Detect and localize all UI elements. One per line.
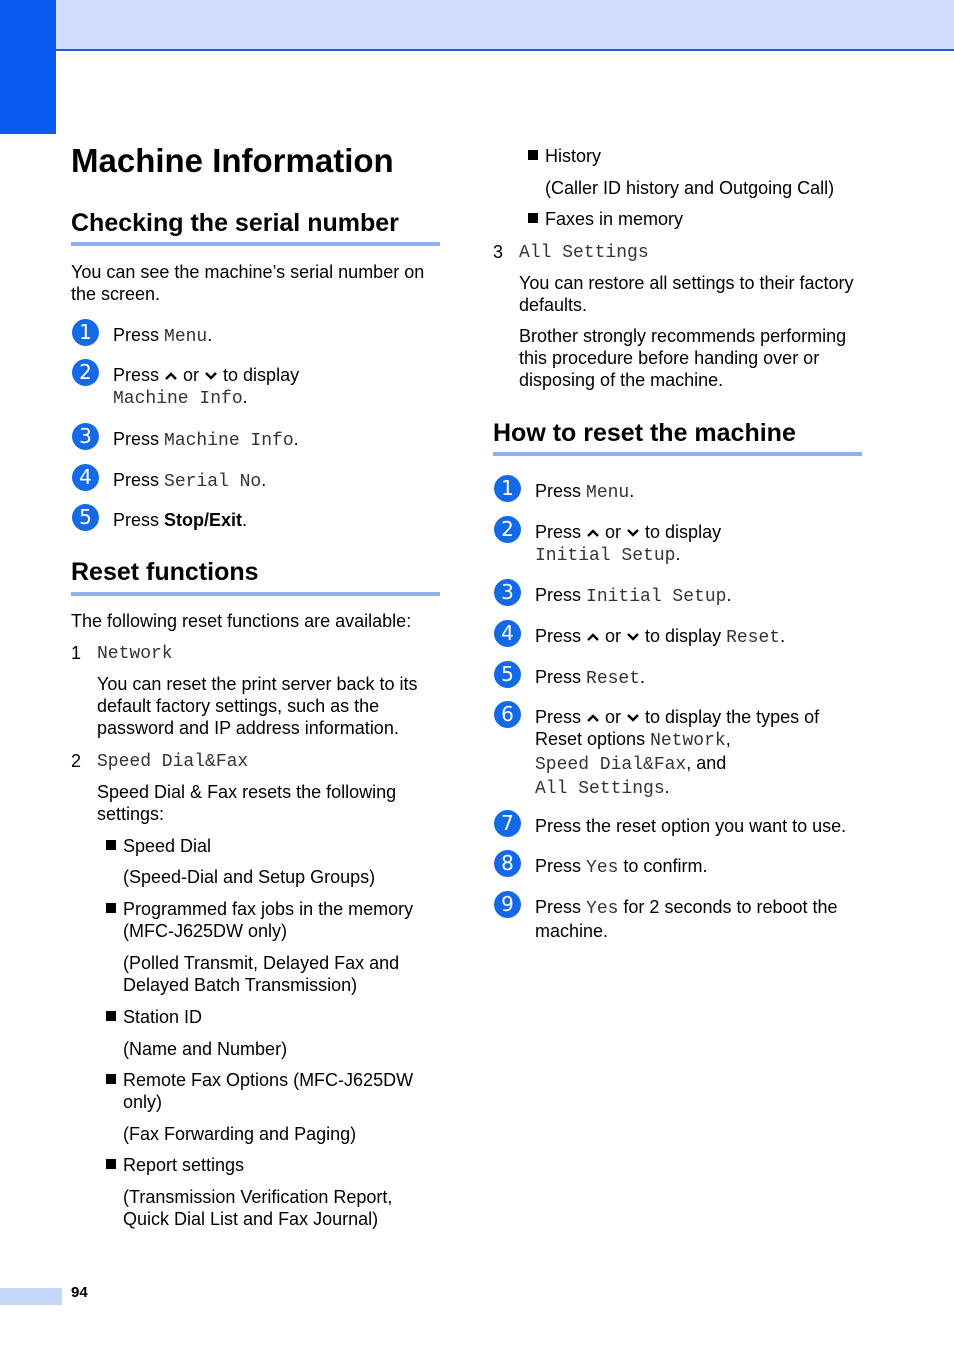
step-number-badge: 6 [494,701,521,728]
step-number-badge: 8 [494,850,521,877]
item-desc-all-settings-note: Brother strongly recommends performing this procedure before handing over or disposing of the machine. [519,326,847,390]
reset-intro: The following reset functions are available: [71,611,412,631]
down-arrow-icon [204,371,218,381]
item-code-speed-dial-fax: Speed Dial&Fax [97,752,249,772]
bullet-programmed-fax-sub: (Polled Transmit, Delayed Fax and Delayed Batch Transmission) [123,953,400,995]
bullet-faxes-in-memory: Faxes in memory [545,209,684,229]
step-number-badge: 4 [494,620,521,647]
howto-step-7: Press the reset option you want to use. [535,816,847,836]
bullet-speed-dial-sub: (Speed-Dial and Setup Groups) [123,867,376,887]
bullet-report-settings: Report settings [123,1155,245,1175]
up-arrow-icon [164,371,178,381]
bullet-station-id-sub: (Name and Number) [123,1039,288,1059]
footer-tab [0,1288,62,1305]
header-band [0,0,954,51]
step-number-badge: 1 [494,475,521,502]
up-arrow-icon [586,713,600,723]
bullet-remote-fax-sub: (Fax Forwarding and Paging) [123,1124,357,1144]
howto-heading: How to reset the machine [493,419,796,447]
serial-step-3: Press Machine Info. [113,429,299,451]
bullet-speed-dial: Speed Dial [123,836,212,856]
howto-step-4: Press or to display Reset. [535,626,786,648]
howto-step-2: Press or to display Initial Setup. [535,522,722,566]
bullet-report-settings-sub: (Transmission Verification Report, Quick Dial List and Fax Journal) [123,1187,393,1229]
page-title: Machine Information [71,142,394,179]
howto-heading-rule [493,452,862,456]
item-number: 3 [493,242,504,262]
bullet-remote-fax: Remote Fax Options (MFC-J625DW only) [123,1070,414,1112]
howto-step-1: Press Menu. [535,481,635,503]
serial-heading-rule [71,242,440,246]
bullet-icon [106,1074,116,1084]
up-arrow-icon [586,528,600,538]
step-number-badge: 2 [494,516,521,543]
step-number-badge: 3 [494,579,521,606]
up-arrow-icon [586,632,600,642]
bullet-station-id: Station ID [123,1007,203,1027]
howto-step-8: Press Yes to confirm. [535,856,708,878]
bullet-icon [106,840,116,850]
step-number-badge: 1 [72,319,99,346]
serial-step-4: Press Serial No. [113,470,267,492]
howto-step-9: Press Yes for 2 seconds to reboot the machine. [535,897,838,941]
bullet-icon [106,903,116,913]
step-number-badge: 2 [72,359,99,386]
step-number-badge: 3 [72,423,99,450]
down-arrow-icon [626,632,640,642]
item-number: 1 [71,643,82,663]
serial-step-1: Press Menu. [113,325,213,347]
serial-step-2: Press or to display Machine Info. [113,365,300,409]
step-number-badge: 5 [72,504,99,531]
step-number-badge: 4 [72,464,99,491]
howto-step-3: Press Initial Setup. [535,585,732,607]
bullet-icon [528,150,538,160]
bullet-icon [106,1159,116,1169]
bullet-history: History [545,146,602,166]
item-desc-all-settings: You can restore all settings to their factory defaults. [519,273,854,315]
bullet-icon [106,1011,116,1021]
down-arrow-icon [626,713,640,723]
item-code-all-settings: All Settings [519,243,649,263]
howto-step-6: Press or to display the types of Reset options Network, Speed Dial&Fax, and All Settings. [535,707,820,799]
down-arrow-icon [626,528,640,538]
item-desc-speed-dial-fax: Speed Dial & Fax resets the following settings: [97,782,397,824]
reset-heading-rule [71,592,440,596]
step-number-badge: 7 [494,810,521,837]
bullet-history-sub: (Caller ID history and Outgoing Call) [545,178,835,198]
bullet-programmed-fax: Programmed fax jobs in the memory (MFC-J625DW only) [123,899,414,941]
bullet-icon [528,213,538,223]
step-number-badge: 5 [494,661,521,688]
howto-step-5: Press Reset. [535,667,646,689]
serial-step-5: Press Stop/Exit. [113,510,248,530]
step-number-badge: 9 [494,891,521,918]
page-number: 94 [71,1284,88,1301]
serial-intro: You can see the machine’s serial number on the screen. [71,262,425,304]
reset-heading: Reset functions [71,558,259,586]
item-number: 2 [71,751,82,771]
serial-heading: Checking the serial number [71,209,399,237]
item-code-network: Network [97,644,173,664]
chapter-tab [0,0,56,134]
item-desc-network: You can reset the print server back to its default factory settings, such as the password and IP address information. [97,674,418,738]
